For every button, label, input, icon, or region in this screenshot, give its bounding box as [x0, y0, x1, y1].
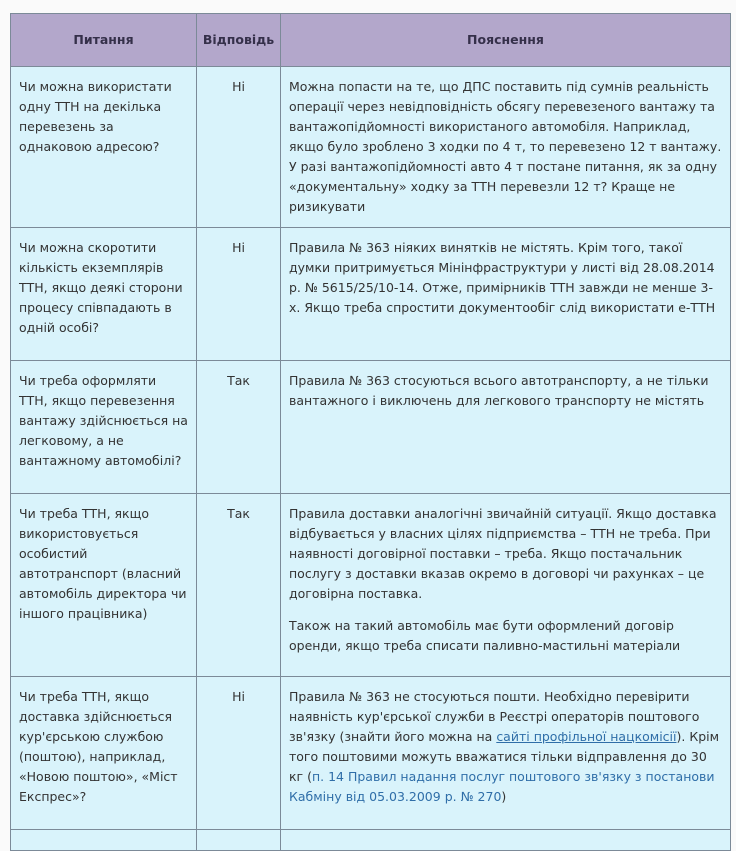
faq-table	[10, 13, 731, 851]
question-cell: Чи треба оформляти ТТН, якщо перевезення вантажу здійснюється на легковому, а не вантажному автомобілі?	[11, 361, 197, 494]
explanation-cell-empty	[281, 830, 731, 851]
table-header-row	[11, 14, 731, 67]
explanation-text: Правила № 363 стосуються всього автотранспорту, а не тільки вантажного і виключень для легкового транспорту не містять	[289, 373, 709, 408]
answer-cell: Так	[197, 361, 281, 494]
question-cell: Чи треба ТТН, якщо доставка здійснюється кур'єрською службою (поштою), наприклад, «Новою поштою», «Міст Експрес»?	[11, 677, 197, 830]
explanation-text: Правила № 363 ніяких винятків не містять. Крім того, такої думки притримується Мінінфраструктури у листі від 28.08.2014 р. № 5615/25/10-14. Отже, примірників ТТН завжди не менше 3-х. Якщо треба спростити документообіг слід використати е-ТТН	[289, 240, 716, 315]
regulator-site-link[interactable]: сайті профільної нацкомісії	[496, 729, 677, 744]
explanation-cell	[281, 228, 731, 361]
explanation-cell	[281, 677, 731, 830]
table-row	[11, 228, 731, 361]
explanation-text-part: )	[501, 789, 507, 804]
explanation-cell	[281, 67, 731, 228]
answer-cell-empty	[197, 830, 281, 851]
table-row	[11, 677, 731, 830]
answer-cell: Ні	[197, 677, 281, 830]
question-cell: Чи можна використати одну ТТН на декілька перевезень за однаковою адресою?	[11, 67, 197, 228]
explanation-text-secondary: Також на такий автомобіль має бути оформлений договір оренди, якщо треба списати паливно-мастильні матеріали	[289, 618, 681, 653]
table-row	[11, 67, 731, 228]
column-header-explanation: Пояснення	[281, 14, 731, 67]
question-cell: Чи можна скоротити кількість екземплярів ТТН, якщо деякі сторони процесу співпадають в одній особі?	[11, 228, 197, 361]
explanation-text-part: Правила № 363 не стосуються пошти. Необхідно перевірити наявність кур'єрської служби в Реєстрі операторів поштового зв'язку (знайти його можна на	[289, 689, 700, 744]
explanation-text: Правила доставки аналогічні звичайній ситуації. Якщо доставка відбувається у власних цілях підприємства – ТТН не треба. При наявності договірної поставки – треба. Якщо постачальник послугу з доставки вказав окремо в договорі чи рахунках – це договірна поставка.	[289, 506, 717, 601]
question-cell-empty	[11, 830, 197, 851]
explanation-text-part: ). Крім того поштовими можуть вважатися тільки відправлення до 30 кг (	[289, 729, 720, 784]
explanation-cell	[281, 494, 731, 677]
column-header-question: Питання	[11, 14, 197, 67]
explanation-text: Можна попасти на те, що ДПС поставить під сумнів реальність операції через невідповідність обсягу перевезеного вантажу та вантажопідйомності використаного автомобіля. Наприклад, якщо було зроблено 3 ходки по 4 т, то перевезено 12 т вантажу. У разі вантажопідйомності авто 4 т постане питання, як за одну «документальну» ходку за ТТН перевезли 12 т? Краще не ризикувати	[289, 79, 722, 214]
column-header-answer: Відповідь	[197, 14, 281, 67]
explanation-cell	[281, 361, 731, 494]
table-row	[11, 494, 731, 677]
answer-cell: Ні	[197, 67, 281, 228]
answer-cell: Так	[197, 494, 281, 677]
table-row	[11, 361, 731, 494]
explanation-text	[289, 687, 722, 807]
postal-rules-link[interactable]: п. 14 Правил надання послуг поштового зв'язку з постанови Кабміну від 05.03.2009 р. № 270	[289, 769, 715, 804]
table-row-partial	[11, 830, 731, 851]
question-cell: Чи треба ТТН, якщо використовується особистий автотранспорт (власний автомобіль директора чи іншого працівника)	[11, 494, 197, 677]
answer-cell: Ні	[197, 228, 281, 361]
